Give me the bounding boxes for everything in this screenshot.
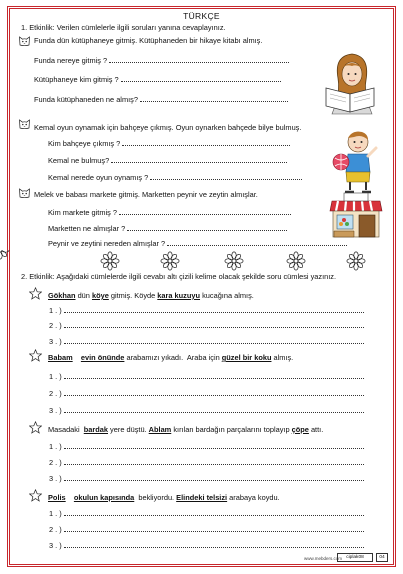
- star-outline-icon: [29, 287, 42, 302]
- a2-item1-answer1: 1 . ): [49, 307, 364, 314]
- sentence-text: kırılan bardağın parçalarını toplayıp: [171, 425, 292, 434]
- sentence-text: arabaya koydu.: [227, 493, 280, 502]
- a2-item2-answer2: 2 . ): [49, 390, 364, 397]
- flower-divider: [0, 250, 403, 272]
- cat-face-icon: [18, 187, 31, 200]
- sentence-text: [73, 353, 81, 362]
- a2-item4-answer2: 2 . ): [49, 526, 364, 533]
- a1-g1-q3: Funda kütüphaneden ne almış?: [34, 96, 288, 103]
- activity2-instruction: 2. Etkinlik: Aşağıdaki cümlelerde ilgili cevabı altı çizili kelime olacak şekilde soru cümlesi yazınız.: [21, 272, 337, 281]
- sentence-text: almış.: [271, 353, 294, 362]
- a2-item1-answer3: 3 . ): [49, 338, 364, 345]
- answer-line[interactable]: [167, 240, 347, 246]
- answer-line[interactable]: [64, 390, 364, 396]
- underlined-keyword: Polis: [48, 493, 66, 502]
- underlined-keyword: Gökhan: [48, 291, 76, 300]
- sentence-text: yere düştü.: [108, 425, 149, 434]
- a1-g3-q3: Peynir ve zeytini nereden almışlar ?: [48, 240, 347, 247]
- answer-line[interactable]: [140, 96, 288, 102]
- a1-g2-q3: Kemal nerede oyun oynamış ?: [48, 174, 302, 181]
- answer-line[interactable]: [150, 174, 302, 180]
- sentence-text: bekliyordu.: [134, 493, 177, 502]
- footer-url: www.mebders.com: [304, 556, 343, 561]
- underlined-keyword: Ablam: [148, 425, 172, 434]
- cat-face-icon: [18, 118, 31, 131]
- underlined-keyword: evin önünde: [80, 353, 125, 362]
- market-shop-icon: [328, 191, 384, 241]
- a1-g3-sentence: Melek ve babası markete gitmiş. Marketten peynir ve zeytin almışlar.: [34, 190, 258, 199]
- answer-line[interactable]: [64, 459, 364, 465]
- a1-g2-sentence: Kemal oyun oynamak için bahçeye çıkmış. Oyun oynarken bahçede bilye bulmuş.: [34, 123, 302, 132]
- answer-line[interactable]: [64, 526, 364, 532]
- a1-g2-q2: Kemal ne bulmuş?: [48, 157, 287, 164]
- answer-line[interactable]: [64, 475, 364, 481]
- flower-icon: [347, 252, 365, 270]
- answer-line[interactable]: [122, 140, 290, 146]
- answer-line[interactable]: [64, 373, 364, 379]
- underlined-keyword: okulun kapısında: [73, 493, 135, 502]
- star-outline-icon: [29, 349, 42, 364]
- page-title: TÜRKÇE: [183, 11, 220, 21]
- answer-line[interactable]: [64, 322, 364, 328]
- sentence-text: [66, 493, 74, 502]
- flower-icon: [161, 252, 179, 270]
- underlined-keyword: bardak: [83, 425, 108, 434]
- star-outline-icon: [29, 489, 42, 504]
- underlined-keyword: köye: [91, 291, 109, 300]
- a1-g1-sentence: Funda dün kütüphaneye gitmiş. Kütüphaneden bir hikaye kitabı almış.: [34, 36, 263, 45]
- answer-line[interactable]: [64, 542, 364, 548]
- underlined-keyword: güzel bir koku: [221, 353, 272, 362]
- a2-item3-answer2: 2 . ): [49, 459, 364, 466]
- a1-g3-q1: Kim markete gitmiş ?: [48, 209, 291, 216]
- sentence-text: arabamızı yıkadı. Araba için: [124, 353, 222, 362]
- answer-line[interactable]: [121, 76, 281, 82]
- footer-badge: ciplak08: [337, 553, 373, 562]
- a2-item4-sentence: [48, 494, 280, 501]
- a2-item4-answer3: 3 . ): [49, 542, 364, 549]
- flower-icon: [287, 252, 305, 270]
- flower-icon: [225, 252, 243, 270]
- answer-line[interactable]: [64, 307, 364, 313]
- sentence-text: gitmiş. Köyde: [108, 291, 158, 300]
- a2-item3-answer3: 3 . ): [49, 475, 364, 482]
- a2-item1-answer2: 2 . ): [49, 322, 364, 329]
- a1-g3-q2: Marketten ne almışlar ?: [48, 225, 287, 232]
- answer-line[interactable]: [109, 57, 289, 63]
- underlined-keyword: çöpe: [291, 425, 309, 434]
- activity1-instruction: 1. Etkinlik: Verilen cümlelerle ilgili soruları yanına cevaplayınız.: [21, 23, 226, 32]
- answer-line[interactable]: [111, 157, 287, 163]
- sentence-text: dün: [75, 291, 92, 300]
- underlined-keyword: Elindeki telsizi: [176, 493, 228, 502]
- flower-icon: [101, 252, 119, 270]
- a2-item1-sentence: [48, 292, 254, 299]
- boy-with-ball-icon: [332, 128, 380, 196]
- a2-item3-answer1: 1 . ): [49, 443, 364, 450]
- underlined-keyword: kara kuzuyu: [157, 291, 201, 300]
- answer-line[interactable]: [64, 510, 364, 516]
- answer-line[interactable]: [64, 338, 364, 344]
- answer-line[interactable]: [64, 443, 364, 449]
- a1-g1-q1: Funda nereye gitmiş ?: [34, 57, 289, 64]
- star-outline-icon: [29, 421, 42, 436]
- underlined-keyword: Babam: [48, 353, 73, 362]
- cat-face-icon: [18, 35, 31, 48]
- sentence-text: attı.: [308, 425, 324, 434]
- sentence-text: kucağına almış.: [200, 291, 254, 300]
- a2-item2-answer3: 3 . ): [49, 407, 364, 414]
- a1-g2-q1: Kim bahçeye çıkmış ?: [48, 140, 290, 147]
- a2-item3-sentence: [48, 426, 323, 433]
- a1-g1-q2: Kütüphaneye kim gitmiş ?: [34, 76, 281, 83]
- a2-item2-sentence: [48, 354, 293, 361]
- answer-line[interactable]: [64, 407, 364, 413]
- a2-item2-answer1: 1 . ): [49, 373, 364, 380]
- answer-line[interactable]: [119, 209, 291, 215]
- a2-item4-answer1: 1 . ): [49, 510, 364, 517]
- girl-reading-book-icon: [316, 48, 386, 118]
- sentence-text: Masadaki: [48, 425, 84, 434]
- flower-row: [0, 250, 403, 272]
- page-number: 04: [376, 553, 388, 562]
- answer-line[interactable]: [127, 225, 287, 231]
